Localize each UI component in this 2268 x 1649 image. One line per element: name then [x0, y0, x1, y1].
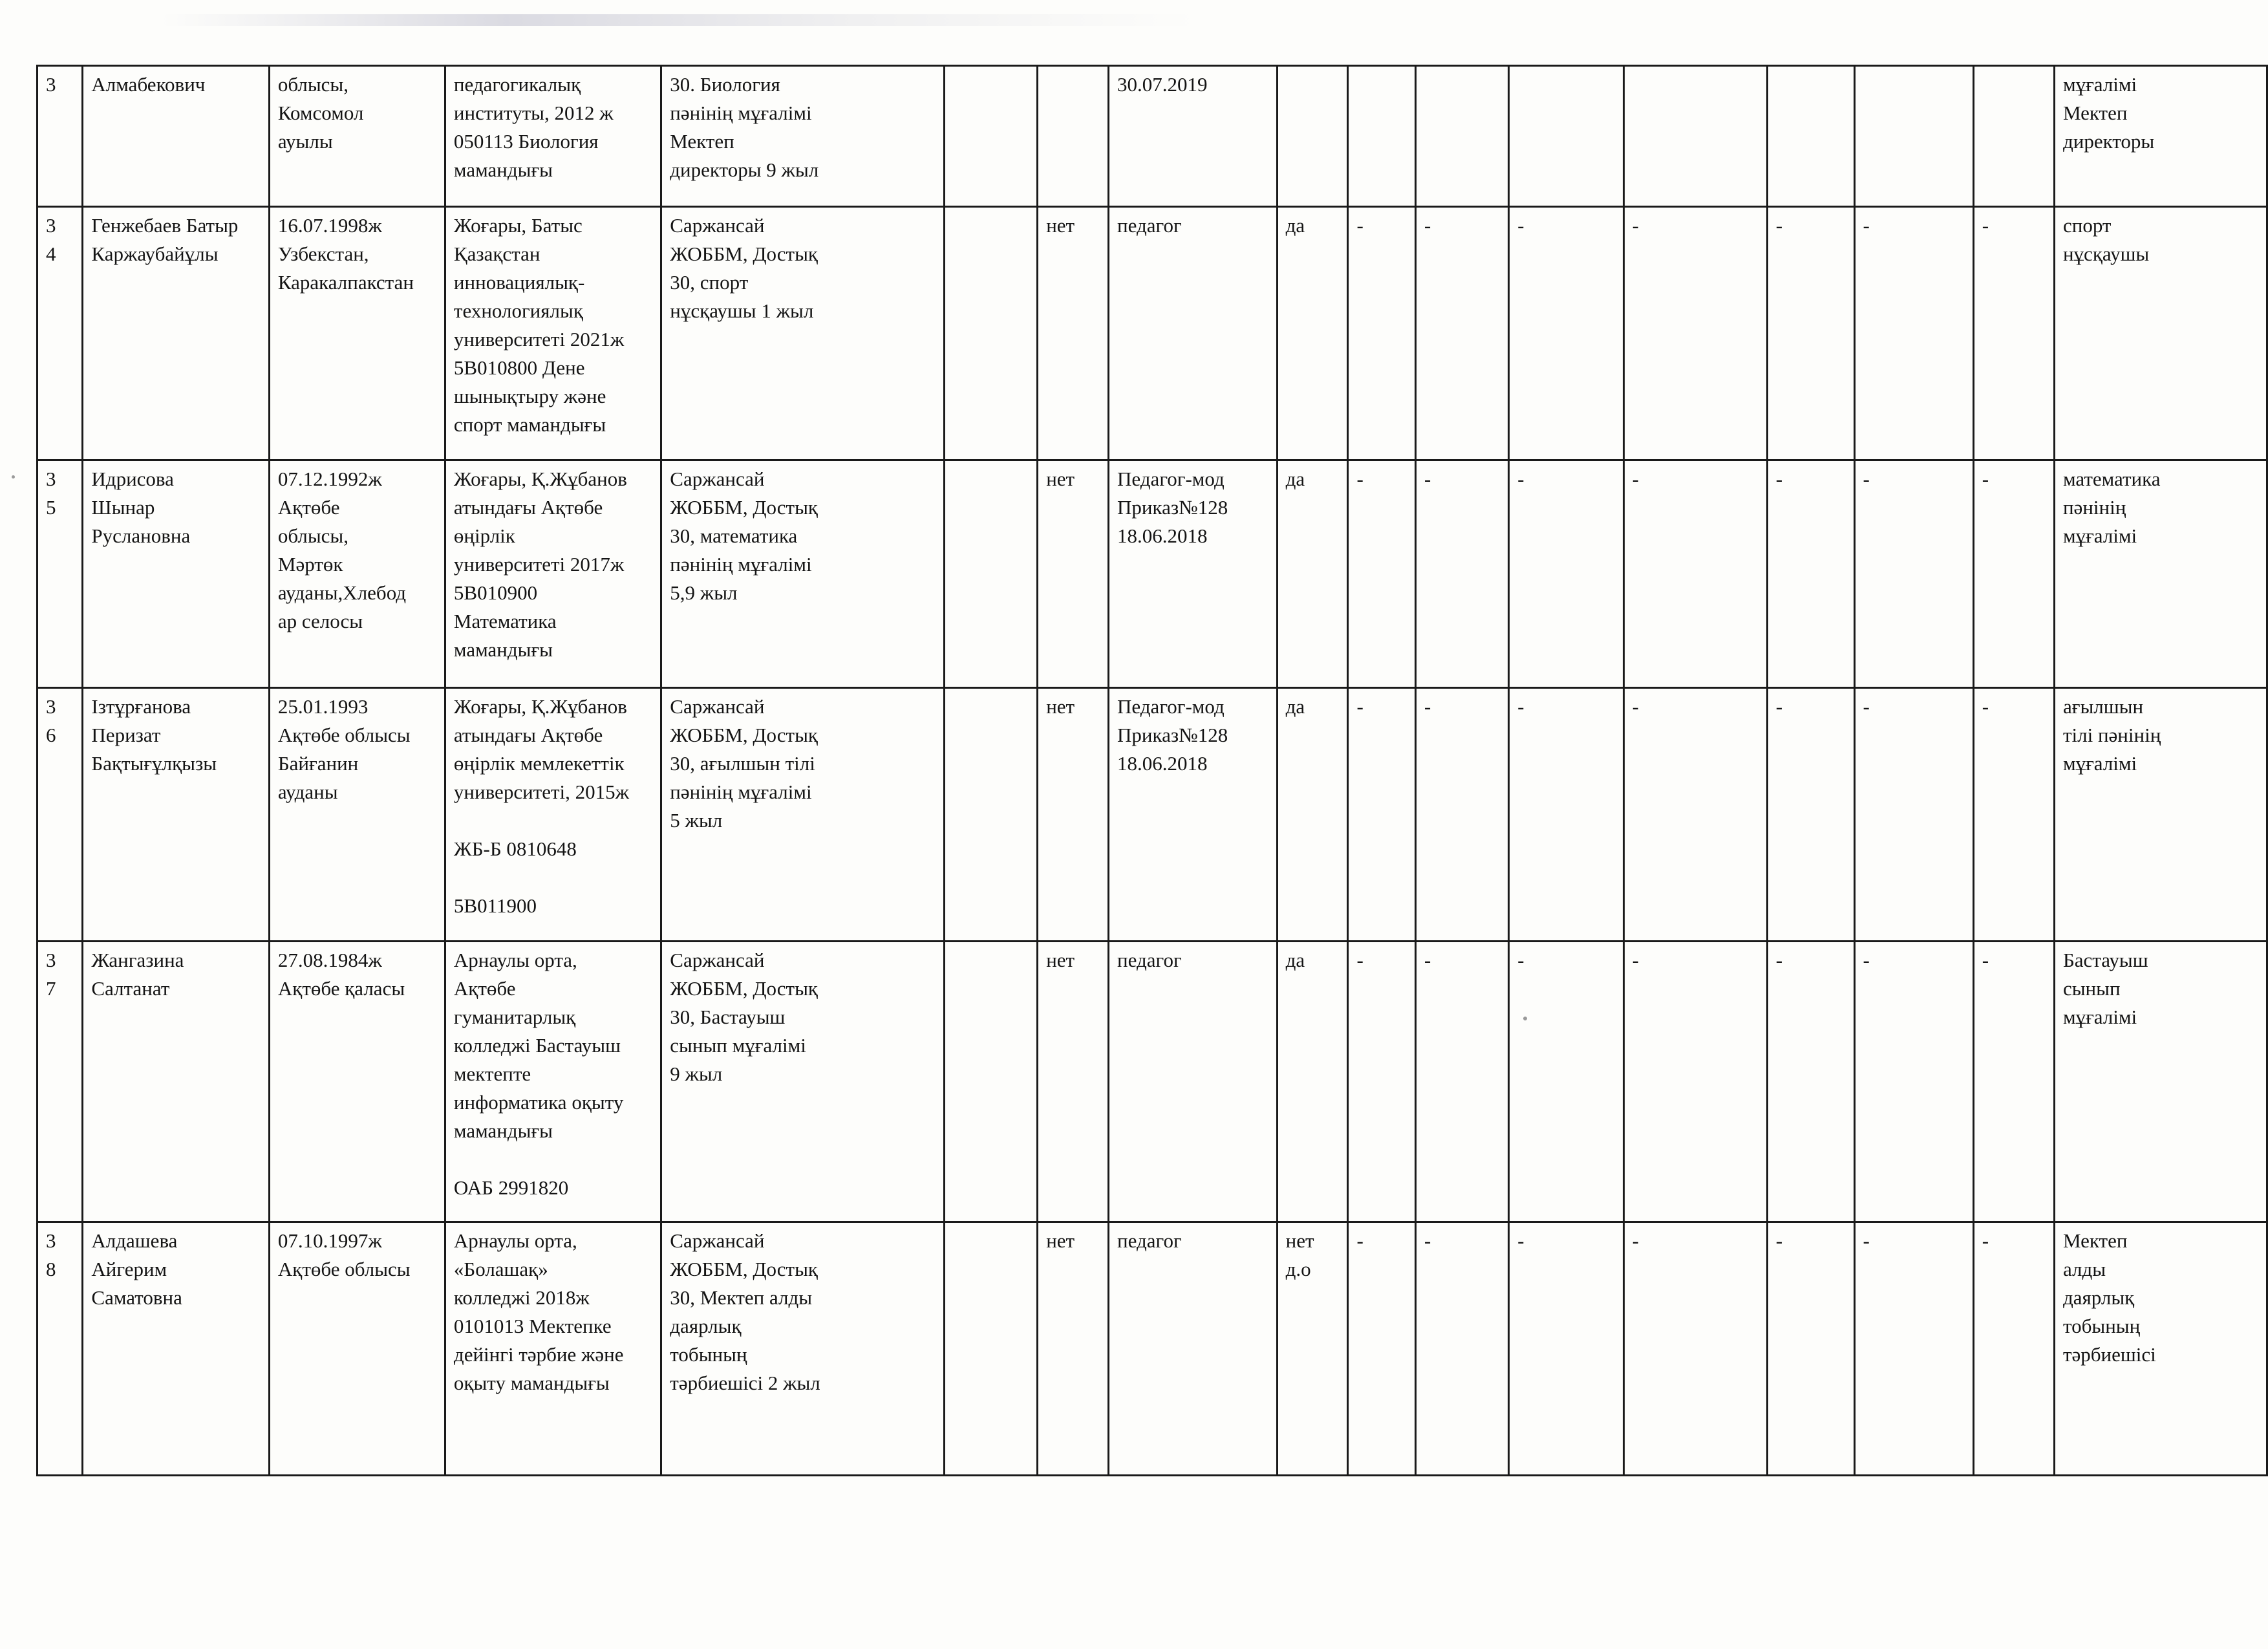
position-cell: Бастауыш сынып мұғалімі: [2054, 942, 2267, 1222]
table-row: [37, 460, 2267, 688]
education-info: Арнаулы орта, «Болашақ» колледжі 2018ж 0101013 Мектепке дейінгі тәрбие және оқыту мамандығы: [445, 1222, 661, 1476]
workplace-info: Саржансай ЖОББМ, Достық 30, математика пәнінің мұғалімі 5,9 жыл: [661, 460, 945, 688]
answer-cell: да: [1277, 942, 1348, 1222]
empty-cell: [945, 207, 1038, 460]
row-number: 3 4: [37, 207, 83, 460]
dash-cell: -: [1415, 688, 1508, 942]
row-number: 3: [37, 66, 83, 207]
employee-name: Жангазина Салтанат: [83, 942, 269, 1222]
dash-cell: -: [1973, 460, 2054, 688]
dash-cell: -: [1854, 1222, 1973, 1476]
category-cell: педагог: [1109, 1222, 1278, 1476]
answer-cell: да: [1277, 688, 1348, 942]
dash-cell: -: [1348, 207, 1415, 460]
dash-cell: -: [1348, 1222, 1415, 1476]
workplace-info: Саржансай ЖОББМ, Достық 30, ағылшын тілі пәнінің мұғалімі 5 жыл: [661, 688, 945, 942]
note-cell: нет: [1038, 207, 1109, 460]
note-cell: нет: [1038, 688, 1109, 942]
row-number: 3 8: [37, 1222, 83, 1476]
employee-name: Алдашева Айгерим Саматовна: [83, 1222, 269, 1476]
dash-cell: [1767, 66, 1854, 207]
dash-cell: -: [1973, 1222, 2054, 1476]
scan-speck: [12, 475, 15, 479]
table-row: [37, 942, 2267, 1222]
note-cell: нет: [1038, 460, 1109, 688]
answer-cell: нет д.о: [1277, 1222, 1348, 1476]
dash-cell: -: [1348, 460, 1415, 688]
birth-info: 16.07.1998ж Узбекстан, Каракалпакстан: [269, 207, 445, 460]
dash-cell: [1973, 66, 2054, 207]
birth-info: 27.08.1984ж Ақтөбе қаласы: [269, 942, 445, 1222]
dash-cell: -: [1415, 942, 1508, 1222]
dash-cell: -: [1348, 942, 1415, 1222]
birth-info: облысы, Комсомол ауылы: [269, 66, 445, 207]
category-cell: педагог: [1109, 207, 1278, 460]
dash-cell: -: [1854, 942, 1973, 1222]
category-cell: Педагог-мод Приказ№128 18.06.2018: [1109, 688, 1278, 942]
workplace-info: Саржансай ЖОББМ, Достық 30, Бастауыш сынып мұғалімі 9 жыл: [661, 942, 945, 1222]
answer-cell: да: [1277, 460, 1348, 688]
dash-cell: -: [1767, 688, 1854, 942]
education-info: педагогикалық институты, 2012 ж 050113 Биология мамандығы: [445, 66, 661, 207]
scan-artifact: [162, 14, 1196, 26]
employee-name: Генжебаев Батыр Каржаубайұлы: [83, 207, 269, 460]
dash-cell: -: [1854, 460, 1973, 688]
dash-cell: [1854, 66, 1973, 207]
workplace-info: Саржансай ЖОББМ, Достық 30, Мектеп алды даярлық тобының тәрбиешісі 2 жыл: [661, 1222, 945, 1476]
education-info: Жоғары, Батыс Қазақстан инновациялық- технологиялық университеті 2021ж 5В010800 Дене шынықтыру және спорт мамандығы: [445, 207, 661, 460]
empty-cell: [945, 66, 1038, 207]
dash-cell: -: [1415, 207, 1508, 460]
dash-cell: -: [1415, 460, 1508, 688]
dash-cell: -: [1767, 1222, 1854, 1476]
dash-cell: -: [1854, 688, 1973, 942]
empty-cell: [945, 942, 1038, 1222]
dash-cell: [1348, 66, 1415, 207]
dash-cell: -: [1767, 207, 1854, 460]
empty-cell: [945, 1222, 1038, 1476]
birth-info: 07.12.1992ж Ақтөбе облысы, Мәртөк ауданы,Хлебод ар селосы: [269, 460, 445, 688]
table-row: [37, 1222, 2267, 1476]
dash-cell: -: [1623, 1222, 1767, 1476]
note-cell: [1038, 66, 1109, 207]
dash-cell: -: [1415, 1222, 1508, 1476]
table-row: [37, 66, 2267, 207]
employee-name: Алмабекович: [83, 66, 269, 207]
dash-cell: -: [1854, 207, 1973, 460]
birth-info: 25.01.1993 Ақтөбе облысы Байғанин ауданы: [269, 688, 445, 942]
dash-cell: -: [1509, 1222, 1624, 1476]
staff-table: [36, 65, 2268, 1476]
dash-cell: -: [1623, 688, 1767, 942]
education-info: Жоғары, Қ.Жұбанов атындағы Ақтөбе өңірлік мемлекеттік университеті, 2015ж ЖБ-Б 0810648 5В011900: [445, 688, 661, 942]
dash-cell: -: [1509, 942, 1624, 1222]
birth-info: 07.10.1997ж Ақтөбе облысы: [269, 1222, 445, 1476]
dash-cell: [1623, 66, 1767, 207]
position-cell: ағылшын тілі пәнінің мұғалімі: [2054, 688, 2267, 942]
note-cell: нет: [1038, 1222, 1109, 1476]
category-cell: 30.07.2019: [1109, 66, 1278, 207]
dash-cell: -: [1509, 207, 1624, 460]
dash-cell: -: [1623, 460, 1767, 688]
workplace-info: 30. Биология пәнінің мұғалімі Мектеп директоры 9 жыл: [661, 66, 945, 207]
dash-cell: -: [1623, 942, 1767, 1222]
dash-cell: -: [1348, 688, 1415, 942]
dash-cell: -: [1509, 688, 1624, 942]
dash-cell: [1509, 66, 1624, 207]
dash-cell: -: [1767, 460, 1854, 688]
category-cell: педагог: [1109, 942, 1278, 1222]
dash-cell: -: [1623, 207, 1767, 460]
answer-cell: [1277, 66, 1348, 207]
position-cell: Мектеп алды даярлық тобының тәрбиешісі: [2054, 1222, 2267, 1476]
dash-cell: -: [1767, 942, 1854, 1222]
position-cell: спорт нұсқаушы: [2054, 207, 2267, 460]
position-cell: математика пәнінің мұғалімі: [2054, 460, 2267, 688]
education-info: Арнаулы орта, Ақтөбе гуманитарлық колледжі Бастауыш мектепте информатика оқыту мамандығы ОАБ 2991820: [445, 942, 661, 1222]
dash-cell: -: [1973, 688, 2054, 942]
dash-cell: -: [1973, 942, 2054, 1222]
row-number: 3 7: [37, 942, 83, 1222]
empty-cell: [945, 688, 1038, 942]
employee-name: Ізтұрғанова Перизат Бақтығұлқызы: [83, 688, 269, 942]
education-info: Жоғары, Қ.Жұбанов атындағы Ақтөбе өңірлік университеті 2017ж 5В010900 Математика мамандығы: [445, 460, 661, 688]
position-cell: мұғалімі Мектеп директоры: [2054, 66, 2267, 207]
dash-cell: [1415, 66, 1508, 207]
employee-name: Идрисова Шынар Руслановна: [83, 460, 269, 688]
category-cell: Педагог-мод Приказ№128 18.06.2018: [1109, 460, 1278, 688]
dash-cell: -: [1509, 460, 1624, 688]
row-number: 3 6: [37, 688, 83, 942]
dash-cell: -: [1973, 207, 2054, 460]
note-cell: нет: [1038, 942, 1109, 1222]
table-row: [37, 688, 2267, 942]
answer-cell: да: [1277, 207, 1348, 460]
row-number: 3 5: [37, 460, 83, 688]
empty-cell: [945, 460, 1038, 688]
table-row: [37, 207, 2267, 460]
workplace-info: Саржансай ЖОББМ, Достық 30, спорт нұсқаушы 1 жыл: [661, 207, 945, 460]
